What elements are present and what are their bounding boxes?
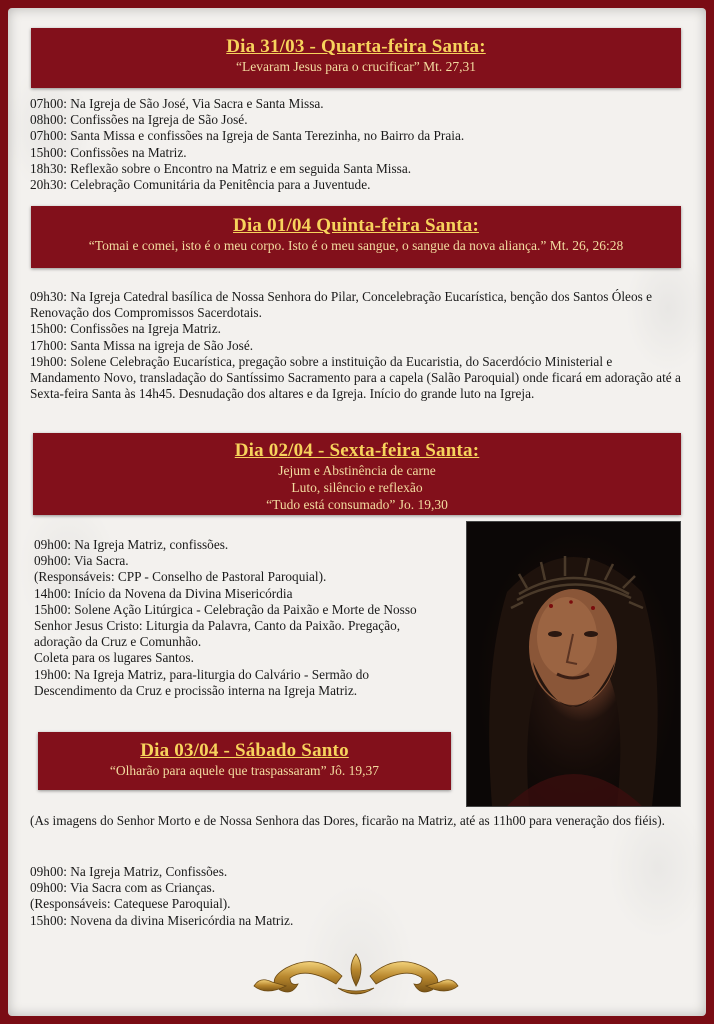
banner-quote: “Olharão para aquele que traspassaram” Jô. 19,37	[109, 763, 380, 778]
schedule-line: 08h00: Confissões na Igreja de São José.	[30, 112, 248, 128]
schedule-line: 19h00: Na Igreja Matriz, para-liturgia do Calvário - Sermão do Descendimento da Cruz e procissão interna na Igreja Matriz.	[34, 666, 370, 698]
schedule-line: 07h00: Na Igreja de São José, Via Sacra e Santa Missa.	[30, 96, 324, 111]
banner-title: Dia 01/04 Quinta-feira Santa:	[233, 215, 479, 236]
friday-schedule	[34, 537, 439, 699]
banner-subtitle-fasting: Jejum e Abstinência de carne	[278, 463, 436, 478]
schedule-line: 15h00: Confissões na Igreja Matriz.	[30, 321, 221, 337]
jesus-crown-of-thorns-image	[466, 521, 681, 807]
schedule-line: 17h00: Santa Missa na igreja de São José.	[30, 337, 254, 353]
note-line: (As imagens do Senhor Morto e de Nossa Senhora das Dores, ficarão na Matriz, até as 11h00 para veneração dos fiéis).	[30, 813, 665, 828]
schedule-line: 09h00: Via Sacra.	[34, 553, 129, 569]
schedule-line: 18h30: Reflexão sobre o Encontro na Matriz e em seguida Santa Missa.	[30, 160, 412, 176]
saturday-note	[30, 813, 690, 829]
banner-saturday	[38, 732, 451, 790]
schedule-line: 19h00: Solene Celebração Eucarística, pregação sobre a instituição da Eucaristia, do Sacerdócio Ministerial e Mandamento Novo, transladação do Santíssimo Sacramento para a capela (Salão Paroquial) onde ficará em adoração até a Sexta-feira Santa às 14h45. Desnudação dos altares e da Igreja. Início do grande luto na Igreja.	[30, 353, 681, 402]
schedule-line: Coleta para os lugares Santos.	[34, 650, 194, 666]
poster-frame	[8, 8, 706, 1016]
schedule-line: 15h00: Novena da divina Misericórdia na Matriz.	[30, 912, 294, 928]
schedule-line: 09h00: Via Sacra com as Crianças.	[30, 880, 216, 896]
thursday-schedule	[30, 289, 685, 402]
schedule-line: 15h00: Solene Ação Litúrgica - Celebração da Paixão e Morte de Nosso Senhor Jesus Cristo: Liturgia da Palavra, Canto da Paixão. Pregação, adoração da Cruz e Comunhão.	[34, 601, 417, 650]
gold-ornament-icon	[246, 946, 466, 1002]
schedule-line: 09h30: Na Igreja Catedral basílica de Nossa Senhora do Pilar, Concelebração Eucarística, benção dos Santos Óleos e Renovação dos Compromissos Sacerdotais.	[30, 289, 652, 321]
banner-title: Dia 31/03 - Quarta-feira Santa:	[226, 36, 486, 57]
banner-quote: “Tudo está consumado” Jo. 19,30	[266, 497, 448, 512]
schedule-line: 07h00: Santa Missa e confissões na Igreja de Santa Terezinha, no Bairro da Praia.	[30, 128, 465, 144]
banner-title: Dia 02/04 - Sexta-feira Santa:	[234, 440, 480, 461]
banner-friday	[33, 433, 681, 515]
schedule-line: 09h00: Na Igreja Matriz, Confissões.	[30, 864, 228, 879]
banner-thursday	[31, 206, 681, 268]
saturday-schedule	[30, 864, 685, 929]
banner-quote: “Levaram Jesus para o crucificar” Mt. 27,31	[236, 59, 476, 74]
banner-wednesday	[31, 28, 681, 88]
schedule-line: 09h00: Na Igreja Matriz, confissões.	[34, 537, 229, 552]
banner-quote: “Tomai e comei, isto é o meu corpo. Isto é o meu sangue, o sangue da nova aliança.” Mt. 26, 26:28	[88, 238, 624, 253]
schedule-line: (Responsáveis: CPP - Conselho de Pastoral Paroquial).	[34, 569, 327, 585]
schedule-line: 14h00: Início da Novena da Divina Misericórdia	[34, 585, 293, 601]
schedule-line: 20h30: Celebração Comunitária da Penitência para a Juventude.	[30, 177, 371, 193]
banner-title: Dia 03/04 - Sábado Santo	[140, 740, 349, 761]
wednesday-schedule	[30, 96, 685, 193]
schedule-line: 15h00: Confissões na Matriz.	[30, 144, 187, 160]
banner-subtitle-mourning: Luto, silêncio e reflexão	[291, 480, 423, 495]
schedule-line: (Responsáveis: Catequese Paroquial).	[30, 896, 231, 912]
